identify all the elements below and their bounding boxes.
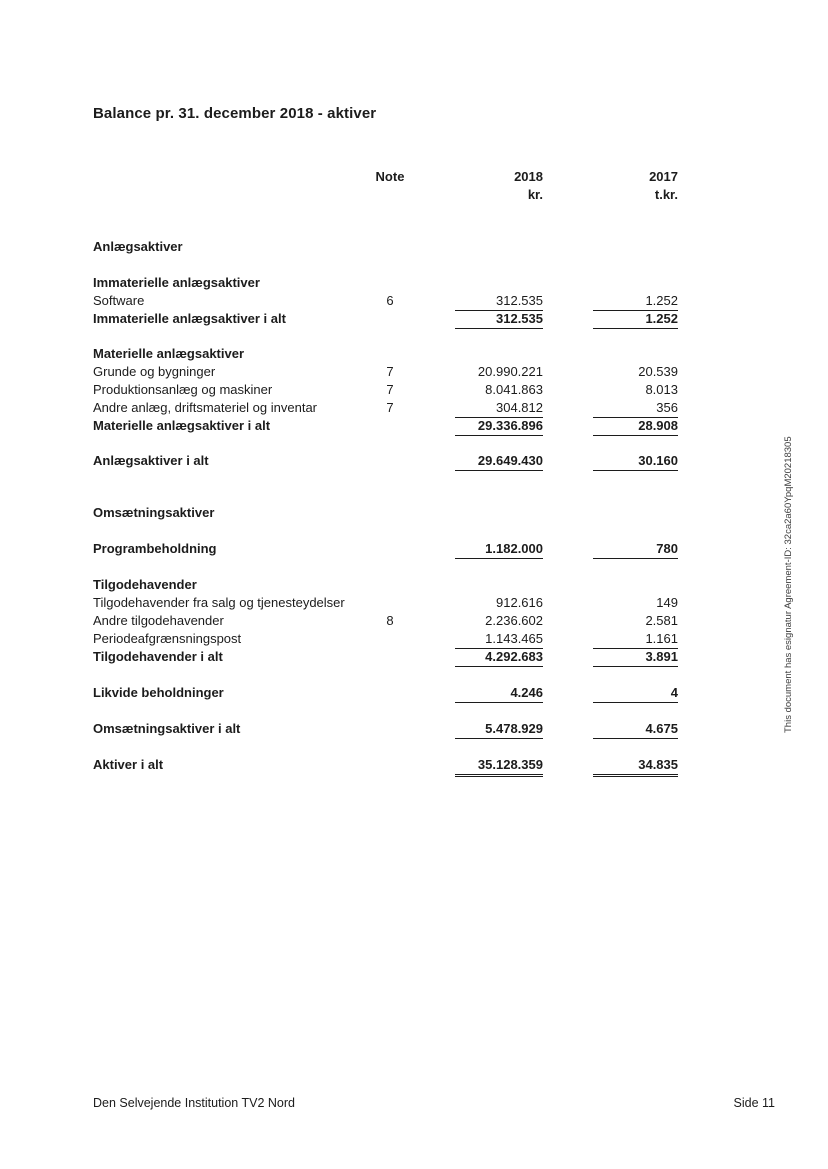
subsection-heading: Materielle anlægsaktiver bbox=[93, 346, 245, 361]
value-2017-cell: 8.013 bbox=[645, 382, 678, 397]
esignatur-watermark: This document has esignatur Agreement-ID: 32ca2a60YpqM20218305 bbox=[783, 436, 794, 733]
value-2018-cell: 8.041.863 bbox=[485, 382, 543, 397]
table-row bbox=[93, 630, 693, 648]
value-2017-cell: 30.160 bbox=[593, 452, 678, 471]
page-footer bbox=[93, 1096, 775, 1110]
value-2017-cell: 149 bbox=[656, 595, 678, 610]
value-2018-cell: 1.143.465 bbox=[455, 630, 543, 649]
subsection-heading-row bbox=[93, 345, 693, 363]
total-row bbox=[93, 684, 693, 702]
row-label: Materielle anlægsaktiver i alt bbox=[93, 418, 271, 433]
table-row bbox=[93, 594, 693, 612]
row-label: Andre tilgodehavender bbox=[93, 613, 224, 628]
year-2017-header: 2017 bbox=[649, 169, 678, 184]
value-2018-cell: 1.182.000 bbox=[455, 540, 543, 559]
row-label: Grunde og bygninger bbox=[93, 364, 216, 379]
row-label: Produktionsanlæg og maskiner bbox=[93, 382, 273, 397]
unit-2018-header: kr. bbox=[527, 187, 543, 202]
row-label: Tilgodehavender fra salg og tjenesteydelser bbox=[93, 595, 345, 610]
value-2017-cell: 2.581 bbox=[645, 613, 678, 628]
total-row bbox=[93, 417, 693, 435]
value-2017-cell: 1.161 bbox=[593, 630, 678, 649]
value-2018-cell: 4.292.683 bbox=[455, 648, 543, 667]
value-2017-cell: 3.891 bbox=[593, 648, 678, 667]
value-2017-cell: 1.252 bbox=[593, 310, 678, 329]
value-2017-cell: 356 bbox=[593, 399, 678, 418]
grand-total-row bbox=[93, 756, 693, 774]
balance-sheet-page bbox=[93, 105, 693, 774]
note-cell: 8 bbox=[386, 613, 394, 628]
year-2018-header: 2018 bbox=[514, 169, 543, 184]
note-cell: 7 bbox=[386, 382, 394, 397]
footer-page-number: Side 11 bbox=[733, 1096, 775, 1110]
value-2017-cell: 4.675 bbox=[593, 720, 678, 739]
total-row bbox=[93, 540, 693, 558]
value-2018-cell: 5.478.929 bbox=[455, 720, 543, 739]
note-cell: 7 bbox=[386, 364, 394, 379]
value-2017-cell: 1.252 bbox=[593, 292, 678, 311]
value-2017-cell: 34.835 bbox=[593, 756, 678, 777]
unit-2017-header: t.kr. bbox=[654, 187, 678, 202]
table-unit-header-row bbox=[93, 186, 693, 204]
table-header-row bbox=[93, 168, 693, 186]
value-2018-cell: 29.649.430 bbox=[455, 452, 543, 471]
total-row bbox=[93, 720, 693, 738]
value-2018-cell: 29.336.896 bbox=[455, 417, 543, 436]
value-2018-cell: 312.535 bbox=[455, 292, 543, 311]
row-label: Immaterielle anlægsaktiver i alt bbox=[93, 311, 286, 326]
value-2018-cell: 312.535 bbox=[455, 310, 543, 329]
section-heading-row bbox=[93, 504, 693, 522]
section-heading: Omsætningsaktiver bbox=[93, 505, 215, 520]
table-row bbox=[93, 292, 693, 310]
footer-company: Den Selvejende Institution TV2 Nord bbox=[93, 1096, 295, 1110]
table-row bbox=[93, 381, 693, 399]
table-row bbox=[93, 399, 693, 417]
subsection-heading: Immaterielle anlægsaktiver bbox=[93, 275, 260, 290]
value-2017-cell: 4 bbox=[593, 684, 678, 703]
row-label: Omsætningsaktiver i alt bbox=[93, 721, 241, 736]
note-column-header: Note bbox=[375, 169, 405, 184]
row-label: Andre anlæg, driftsmateriel og inventar bbox=[93, 400, 318, 415]
value-2017-cell: 780 bbox=[593, 540, 678, 559]
value-2018-cell: 304.812 bbox=[455, 399, 543, 418]
section-heading: Anlægsaktiver bbox=[93, 239, 183, 254]
row-label: Periodeafgrænsningspost bbox=[93, 631, 242, 646]
row-label: Anlægsaktiver i alt bbox=[93, 453, 209, 468]
subsection-heading: Tilgodehavender bbox=[93, 577, 197, 592]
total-row bbox=[93, 648, 693, 666]
row-label: Tilgodehavender i alt bbox=[93, 649, 223, 664]
value-2018-cell: 20.990.221 bbox=[477, 364, 543, 379]
total-row bbox=[93, 452, 693, 470]
row-label: Programbeholdning bbox=[93, 541, 217, 556]
value-2017-cell: 20.539 bbox=[638, 364, 678, 379]
section-heading-row bbox=[93, 238, 693, 256]
row-label: Likvide beholdninger bbox=[93, 685, 224, 700]
value-2017-cell: 28.908 bbox=[593, 417, 678, 436]
value-2018-cell: 4.246 bbox=[455, 684, 543, 703]
page-title: Balance pr. 31. december 2018 - aktiver bbox=[93, 105, 377, 122]
subsection-heading-row bbox=[93, 274, 693, 292]
row-label: Aktiver i alt bbox=[93, 757, 164, 772]
row-label: Software bbox=[93, 293, 145, 308]
total-row bbox=[93, 310, 693, 328]
note-cell: 6 bbox=[386, 293, 394, 308]
value-2018-cell: 912.616 bbox=[496, 595, 543, 610]
value-2018-cell: 2.236.602 bbox=[485, 613, 543, 628]
value-2018-cell: 35.128.359 bbox=[455, 756, 543, 777]
table-row bbox=[93, 363, 693, 381]
table-row bbox=[93, 612, 693, 630]
subsection-heading-row bbox=[93, 576, 693, 594]
note-cell: 7 bbox=[386, 400, 394, 415]
